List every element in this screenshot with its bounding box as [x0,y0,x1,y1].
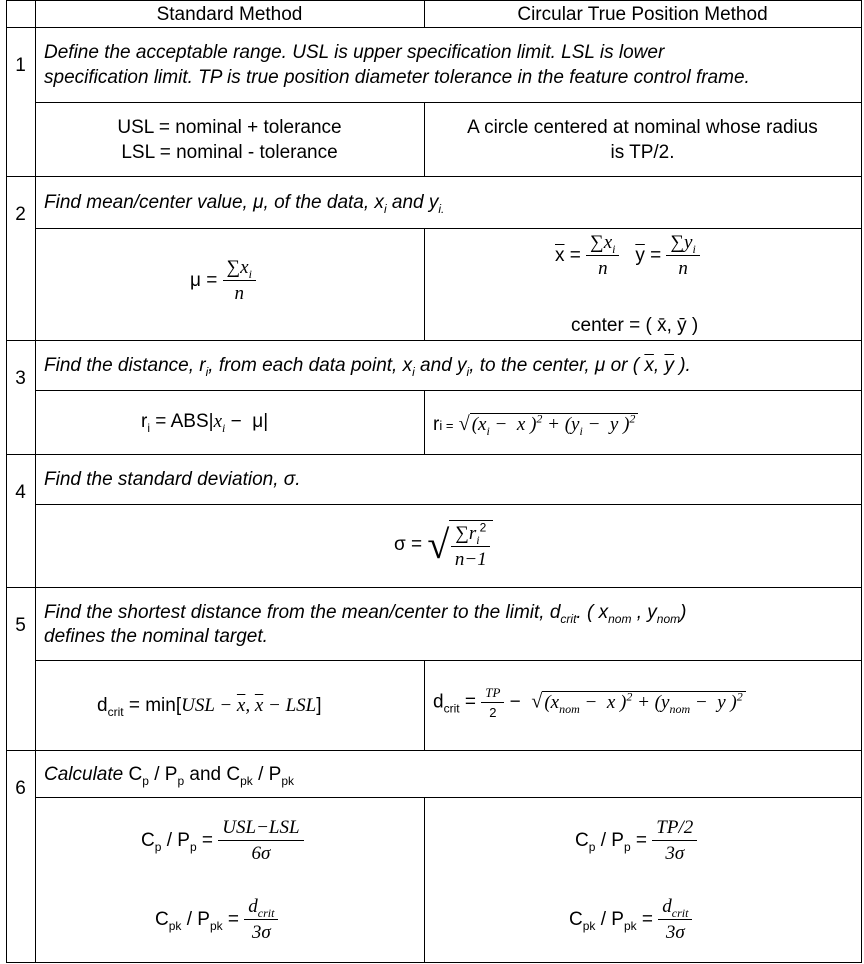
row-divider-5 [6,750,862,751]
row2-description: Find mean/center value, μ, of the data, $x_i$ and $y_{i.}$ [44,192,445,216]
row1-description-line1: Define the acceptable range. USL is upper specification limit. LSL is lower [44,42,665,63]
row2-standard-lhs: μ = [190,269,218,291]
row3-circular-distance-formula: ri = √ ($x_i - \overline{x}$ )$^2 + (y_i - \overline{y}$ )$^2$ [433,413,638,434]
row3-standard-distance-formula: $r_i = ABS|x_i - \mu|$ [141,411,269,435]
row1-circular-line2: is TP/2. [610,142,675,163]
row1-description-line2: specification limit. TP is true position diameter tolerance in the feature control frame. [44,67,750,88]
method-divider-row6 [424,797,425,963]
table-border-bottom [6,962,862,963]
row6-mid-divider [35,797,862,798]
row-number-5: 5 [15,615,26,636]
row2-circular-xbar-formula: $\overline{x}$ = $\frac{\sum x_i}{n}$ $\overline{y}$ = $\frac{\sum y_i}{n}$ [555,233,700,279]
row5-standard-dcrit-formula: $d_{crit} = \min[USL - \overline{x}$, $\overline{x} - LSL$] [97,695,322,719]
row3-mid-divider [35,390,862,391]
row1-mid-divider [35,102,862,103]
method-divider-row5 [424,660,425,751]
row6-circular-cpk-formula: $C_{pk} / P_{pk}$ = $\frac{d_{crit}}{3\sigma}$ [569,897,692,943]
row1-standard-lsl: LSL = nominal - tolerance [121,142,338,163]
row5-circular-dcrit-formula: $d_{crit}$ = $\frac{TP}{2}$ − √ ($x_{nom} - \overline{x}$ )$^2 + (y_{nom} - \overline{y}$ )$^2$ [433,686,746,719]
row5-description-line2: defines the nominal target. [44,626,268,647]
row-number-4: 4 [15,482,26,503]
row6-circular-cp-formula: $C_p / P_p$ = $\frac{TP/2}{3\sigma}$ [575,818,697,864]
row4-sigma-formula: σ = √ $\frac{\sum r_i^2}{n-1}$ [394,520,493,570]
row-number-3: 3 [15,368,26,389]
row2-mid-divider [35,228,862,229]
row-number-6: 6 [15,778,26,799]
row6-standard-cp-formula: $C_p / P_p$ = $\frac{\text{USL−LSL}}{6\sigma}$ [141,818,304,864]
row2-circular-center: center = ( x̄, ȳ ) [571,315,699,336]
method-divider-row1 [424,102,425,177]
row6-standard-cpk-formula: $C_{pk} / P_{pk}$ = $\frac{d_{crit}}{3\sigma}$ [155,897,278,943]
table-border-left [6,0,7,963]
row4-mid-divider [35,504,862,505]
row1-standard-usl: USL = nominal + tolerance [117,117,342,138]
row-number-2: 2 [15,204,26,225]
table-border-top [6,0,862,1]
header-circular-method: Circular True Position Method [517,4,768,25]
row5-mid-divider [35,660,862,661]
method-divider-row2 [424,228,425,341]
row4-description: Find the standard deviation, σ. [44,469,301,490]
header-divider [6,27,862,28]
row3-description: Find the distance, $r_i$, from each data point, $x_i$ and $y_i$, to the center, μ or ( $\overline{x}$, $\overline{y}$ ). [44,355,691,379]
header-standard-method: Standard Method [156,4,303,25]
row-divider-1 [6,176,862,177]
row5-description-line1: Find the shortest distance from the mean/center to the limit, $d_{crit}$. ( $x_{nom}$ , $y_{nom}$) [44,602,687,626]
row6-description: Calculate $C_p / P_p$ and $C_{pk} / P_{pk}$ [44,764,294,788]
row-number-1: 1 [15,55,26,76]
row2-standard-mean-formula: μ = $\frac{\sum x_i}{n}$ [190,258,256,304]
row4-sigma-lhs: σ = [394,533,423,555]
row-divider-3 [6,454,862,455]
row1-circular-line1: A circle centered at nominal whose radius [467,117,818,138]
row-divider-2 [6,340,862,341]
row-divider-4 [6,587,862,588]
method-divider-row3 [424,390,425,455]
table-border-right [861,0,862,963]
